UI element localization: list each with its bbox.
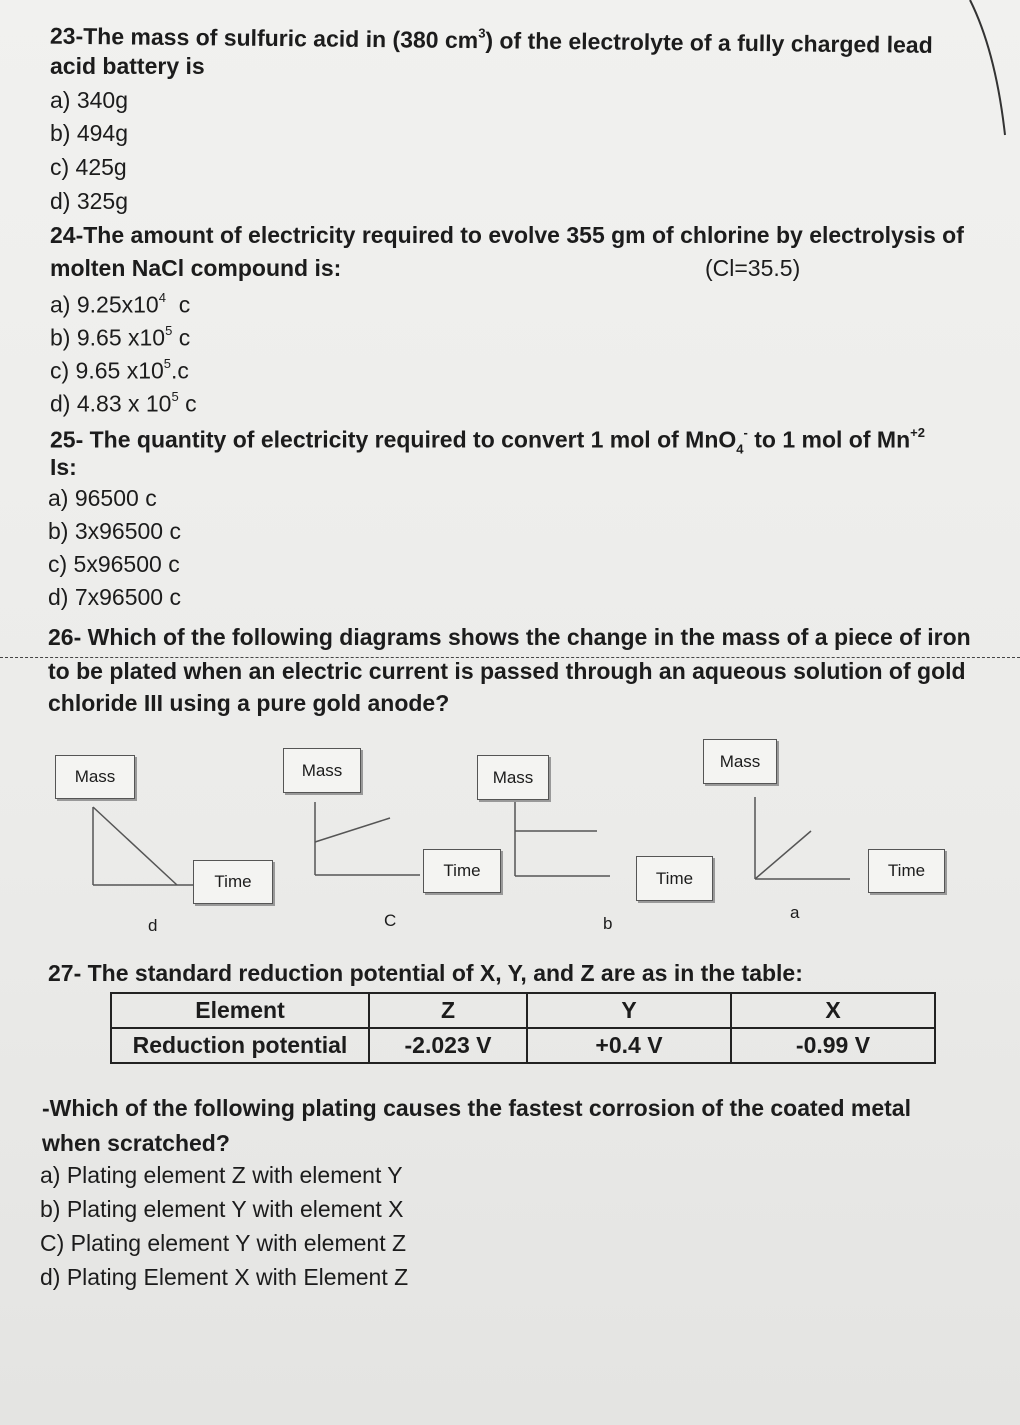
q24-option-c[interactable]: c) 9.65 $x10^5.c$ <box>50 356 189 384</box>
table-header-x: X <box>731 993 935 1028</box>
q23-option-b[interactable]: b) 494g <box>50 120 129 146</box>
table-row <box>111 993 935 1028</box>
q24-title: 24-The amount of electricity required to evolve 355 gm of chlorine by electrolysis of <box>50 222 964 248</box>
q24-option-a[interactable]: a) $9.25x10^4$ c <box>50 290 191 318</box>
q23-option-d[interactable]: d) 325g <box>50 188 129 214</box>
graph-d-x-label: Time <box>193 860 273 904</box>
q25-title-line2: Is: <box>50 454 77 480</box>
table-header-element: Element <box>111 993 369 1028</box>
q23-title: 23-The mass of sulfuric acid in (380 $cm^3$) of the electrolyte of a fully charged lead <box>49 22 933 58</box>
q23-option-c[interactable]: c) 425g <box>50 154 127 180</box>
table-cell-label: Reduction potential <box>111 1028 369 1063</box>
reduction-potential-table <box>110 992 936 1064</box>
table-header-z: Z <box>369 993 527 1028</box>
table-header-y: Y <box>527 993 731 1028</box>
graph-a-y-label: Mass <box>703 739 777 784</box>
q23-title-line2: acid battery is <box>50 53 205 79</box>
q27-sub-question: -Which of the following plating causes the fastest corrosion of the coated metal <box>42 1095 911 1121</box>
graph-c-x-label: Time <box>423 849 501 893</box>
graph-d-axes <box>85 805 195 890</box>
graph-c-axes <box>305 800 425 882</box>
q27-option-b[interactable]: b) Plating element Y with element X <box>40 1196 404 1222</box>
graph-a-name[interactable]: a <box>790 903 800 922</box>
graph-b-x-label: Time <box>636 856 713 901</box>
q24-title-line2: molten NaCl compound is: <box>50 255 342 281</box>
graph-d-name[interactable]: d <box>148 916 158 935</box>
graph-b-y-label: Mass <box>477 755 549 800</box>
q24-note: (Cl=35.5) <box>705 255 801 281</box>
graph-c-name[interactable]: C <box>384 911 397 930</box>
q25-option-c[interactable]: c) 5x96500 c <box>48 551 180 577</box>
graph-b-name[interactable]: b <box>603 914 613 933</box>
graph-b-axes <box>505 800 615 882</box>
q24-option-b[interactable]: b) 9.65 $x10^5$ c <box>50 323 191 351</box>
q25-option-b[interactable]: b) 3x96500 c <box>48 518 181 544</box>
graph-a-axes <box>745 795 855 885</box>
q26-title-line3: chloride III using a pure gold anode? <box>48 690 450 716</box>
q27-title: 27- The standard reduction potential of X, Y, and Z are as in the table: <box>48 960 803 986</box>
q25-option-d[interactable]: d) 7x96500 c <box>48 584 181 610</box>
graph-c-y-label: Mass <box>283 748 361 793</box>
q27-option-a[interactable]: a) Plating element Z with element Y <box>40 1162 403 1188</box>
table-cell-z: -2.023 V <box>369 1028 527 1063</box>
q24-option-d[interactable]: d) 4.83 x $10^5$ c <box>50 389 197 417</box>
q27-sub-question-line2: when scratched? <box>42 1130 230 1156</box>
graph-a-x-label: Time <box>868 849 945 893</box>
q26-title: 26- Which of the following diagrams shows the change in the mass of a piece of iron <box>48 624 971 650</box>
table-row <box>111 1028 935 1063</box>
q25-title: 25- The quantity of electricity required to convert 1 mol of MnO$_4$- to 1 mol of $Mn^{+2}$ <box>50 425 925 457</box>
q26-title-line2: to be plated when an electric current is passed through an aqueous solution of gold <box>48 658 966 684</box>
q27-option-d[interactable]: d) Plating Element X with Element Z <box>40 1264 409 1290</box>
table-cell-y: +0.4 V <box>527 1028 731 1063</box>
table-cell-x: -0.99 V <box>731 1028 935 1063</box>
q23-option-a[interactable]: a) 340g <box>50 87 129 113</box>
q25-option-a[interactable]: a) 96500 c <box>48 485 157 511</box>
graph-d-y-label: Mass <box>55 755 135 799</box>
q27-option-c[interactable]: C) Plating element Y with element Z <box>40 1230 407 1256</box>
page-edge <box>960 0 1020 140</box>
